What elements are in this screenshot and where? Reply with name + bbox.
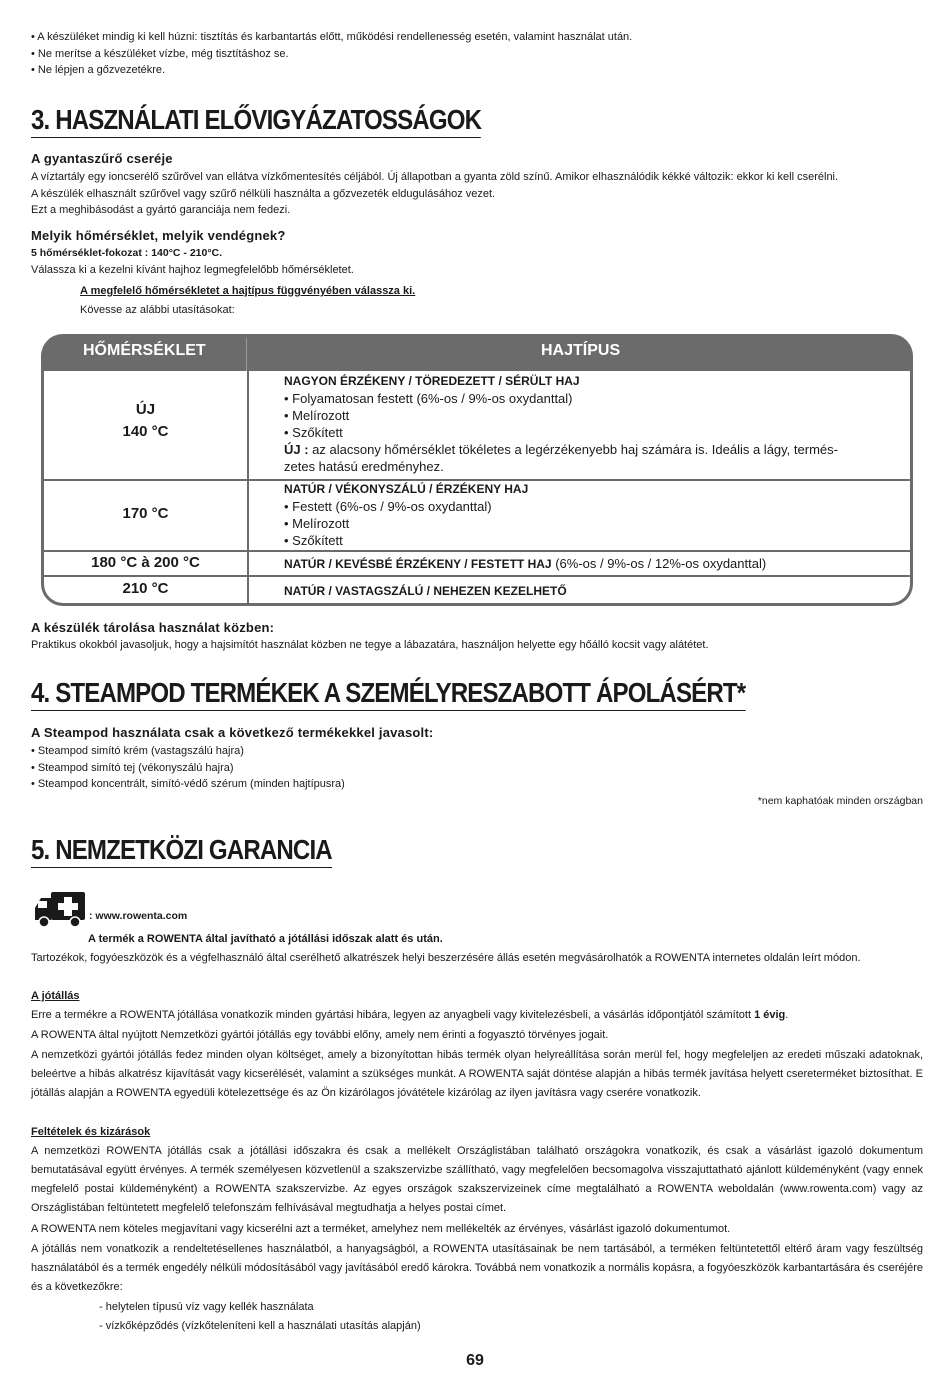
hair-type-item: • Melírozott: [284, 516, 350, 531]
header-divider: [246, 338, 247, 372]
temp-value: 140 °C: [122, 423, 169, 440]
warranty-paragraph-2: A ROWENTA által nyújtott Nemzetközi gyártói jótállás egy további előny, amely nem érinti a fogyasztó törvényes jogait.: [31, 1029, 609, 1041]
warranty-period: 1 évig: [754, 1009, 786, 1021]
exclusion-item: - vízkőképződés (vízkőteleníteni kell a használati utasítás alapján): [99, 1320, 421, 1332]
temperature-table: [41, 334, 913, 606]
hair-type-title: NATÚR / VASTAGSZÁLÚ / NEHEZEN KEZELHETŐ: [284, 584, 567, 598]
temperature-heading: Melyik hőmérséklet, melyik vendégnek?: [31, 228, 286, 243]
table-row-temp: 170 °C: [122, 505, 169, 522]
table-body: [44, 371, 910, 603]
new-label: ÚJ :: [284, 442, 309, 457]
table-row-type: [284, 373, 894, 475]
hair-type-title: NATÚR / VÉKONYSZÁLÚ / ÉRZÉKENY HAJ: [284, 482, 529, 496]
conditions-paragraph-2: A ROWENTA nem köteles megjavítani vagy kicserélni azt a terméket, amelyhez nem mellékelték az érvényes, vásárlást igazoló dokumentumot.: [31, 1223, 731, 1235]
temperature-note: A megfelelő hőmérsékletet a hajtípus függvényében válassza ki.: [80, 285, 416, 297]
table-row-type: [284, 481, 894, 549]
product-item: • Steampod simító krém (vastagszálú hajra): [31, 745, 244, 757]
safety-bullets: [31, 29, 632, 79]
bullet-item: • A készüléket mindig ki kell húzni: tisztítás és karbantartás előtt, működési rendellenesség esetén, valamint használat után.: [31, 31, 633, 43]
hair-type-title: NATÚR / KEVÉSBÉ ÉRZÉKENY / FESTETT HAJ: [284, 557, 552, 571]
warranty-heading: A jótállás: [31, 990, 80, 1002]
section-4-title: 4. STEAMPOD TERMÉKEK A SZEMÉLYRESZABOTT ÁPOLÁSÉRT*: [31, 677, 745, 711]
hair-type-item: • Melírozott: [284, 408, 350, 423]
product-item: • Steampod koncentrált, simító-védő szérum (minden hajtípusra): [31, 778, 345, 790]
table-row-type: [284, 555, 894, 573]
hair-type-title: NAGYON ÉRZÉKENY / TÖREDEZETT / SÉRÜLT HAJ: [284, 374, 580, 388]
accessories-note: Tartozékok, fogyóeszközök és a végfelhasználó által cserélhető alkatrészek helyi beszerzésére állás esetén megvásárolhatók a ROWENTA internetes oldalán leírt módon.: [31, 952, 861, 964]
column-divider: [247, 371, 249, 603]
filter-text: [31, 169, 838, 219]
hair-type-item: • Szőkített: [284, 425, 343, 440]
table-row-temp: 210 °C: [122, 580, 169, 597]
products-heading: A Steampod használata csak a következő termékekkel javasolt:: [31, 725, 434, 740]
filter-line: Ezt a meghibásodást a gyártó garanciája nem fedezi.: [31, 204, 291, 216]
new-text: az alacsony hőmérséklet tökéletes a legérzékenyebb haj számára is. Ideális a lágy, termés-: [308, 442, 838, 457]
hair-type-new-note: [284, 441, 894, 458]
product-item: • Steampod simító tej (vékonyszálú hajra): [31, 761, 234, 774]
table-row-temp: 180 °C à 200 °C: [91, 554, 200, 571]
column-header-temperature: HŐMÉRSÉKLET: [83, 342, 206, 359]
products-list: [31, 743, 345, 793]
availability-footnote: *nem kaphatóak minden országban: [757, 795, 923, 807]
exclusions-list: [99, 1298, 421, 1336]
temp-new-label: ÚJ: [135, 401, 156, 418]
conditions-heading: Feltételek és kizárások: [31, 1126, 151, 1138]
section-3-title: 3. HASZNÁLATI ELŐVIGYÁZATOSSÁGOK: [31, 104, 481, 138]
conditions-paragraph-1: A nemzetközi ROWENTA jótállás csak a jótállási időszakra és csak a mellékelt Országlistában található országokra vonatkozik, és csak a vásárlást igazoló dokumentum bemutatásával együtt érvényes. A termék személyesen közvetlenül a szakszervizbe szállítható, vagy megfelelően becsomagolva visszajuttatható ajánlott küldeményként (vagy ennek megfelelő postai küldeményként) a ROWENTA szakszervizbe. Az egyes országok szakszervizeinek címe megtalálható a ROWENTA weboldalán (www.rowenta.com) vagy az Országlistában feltüntetett megfelelő telefonszám felhívásával megtudhatja a helyes postai címet.: [31, 1145, 923, 1214]
warranty-paragraph-3: A nemzetközi gyártói jótállás fedez minden olyan költséget, amely a bizonyítottan hibás termék olyan helyreállítása során merül fel, hogy megfeleljen az eredeti műszaki adatoknak, beleértve a hibás alkatrész kijavítását vagy kicserélését, valamint a szükséges munkát. A ROWENTA saját döntése alapján a hibás termék javítása helyett csereterméket biztosíthat. E jótállás alapján a ROWENTA egyedüli kötelezettsége és az Ön kizárólagos jóvátétele kizárólag az ilyen javításra vagy cserére vonatkozik.: [31, 1049, 923, 1099]
row-divider: [44, 575, 910, 577]
page-number: 69: [466, 1352, 484, 1369]
website-link[interactable]: : www.rowenta.com: [89, 910, 188, 922]
bullet-item: • Ne lépjen a gőzvezetékre.: [31, 64, 166, 76]
filter-heading: A gyantaszűrő cseréje: [31, 151, 173, 166]
temperature-follow: Kövesse az alábbi utasításokat:: [80, 304, 235, 316]
hair-type-item: • Festett (6%-os / 9%-os oxydanttal): [284, 499, 492, 514]
warranty-text-end: .: [785, 1009, 789, 1021]
filter-line: A víztartály egy ioncserélő szűrővel van ellátva vízkőmentesítés céljából. Új állapotban a gyanta zöld színű. Amikor elhasználódik kékké változik: ekkor ki kell cserélni.: [31, 171, 839, 183]
hair-type-item: • Szőkített: [284, 533, 343, 548]
table-row-type: [284, 582, 894, 600]
hair-type-extra: (6%-os / 9%-os / 12%-os oxydanttal): [551, 556, 767, 571]
storage-heading: A készülék tárolása használat közben:: [31, 620, 275, 635]
new-text-continued: zetes hatású eredményhez.: [284, 459, 444, 474]
warranty-paragraph-1: [31, 1007, 788, 1024]
filter-line: A készülék elhasznált szűrővel vagy szűrő nélküli használta a gőzvezeték eldugulásához vezet.: [31, 187, 496, 200]
bullet-item: • Ne merítse a készüléket vízbe, még tisztításhoz se.: [31, 47, 289, 60]
conditions-paragraph-3: A jótállás nem vonatkozik a rendeltetésellenes használatból, a hanyagságból, a ROWENTA utasításainak be nem tartásából, a terméken feltüntetettől eltérő áram vagy feszültség használatából és a termék engedély nélküli módosításából vagy javításából eredő károkra. Továbbá nem vonatkozik a normális kopásra, a fogyóeszközök karbantartására és cseréjére és a következőkre:: [31, 1243, 923, 1293]
ambulance-icon: [33, 890, 87, 935]
warranty-text: Erre a termékre a ROWENTA jótállása vonatkozik minden gyártási hibára, legyen az anyagbeli vagy kivitelezésbeli, a vásárlás időpontjától számított: [31, 1009, 755, 1021]
hair-type-item: • Folyamatosan festett (6%-os / 9%-os oxydanttal): [284, 391, 573, 406]
temperature-choose: Válassza ki a kezelni kívánt hajhoz legmegfelelőbb hőmérsékletet.: [31, 264, 354, 276]
column-header-hair-type: HAJTÍPUS: [541, 342, 621, 359]
exclusion-item: - helytelen típusú víz vagy kellék használata: [99, 1301, 314, 1313]
temperature-levels: 5 hőmérséklet-fokozat : 140°C - 210°C.: [31, 247, 223, 259]
storage-text: Praktikus okokból javasoljuk, hogy a hajsimítót használat közben ne tegye a lábazatára, használjon helyette egy hőálló kocsit vagy alátétet.: [31, 639, 709, 651]
table-row-temp: [44, 399, 247, 443]
repair-note: A termék a ROWENTA által javítható a jótállási időszak alatt és után.: [88, 933, 443, 945]
section-5-title: 5. NEMZETKÖZI GARANCIA: [31, 834, 332, 868]
